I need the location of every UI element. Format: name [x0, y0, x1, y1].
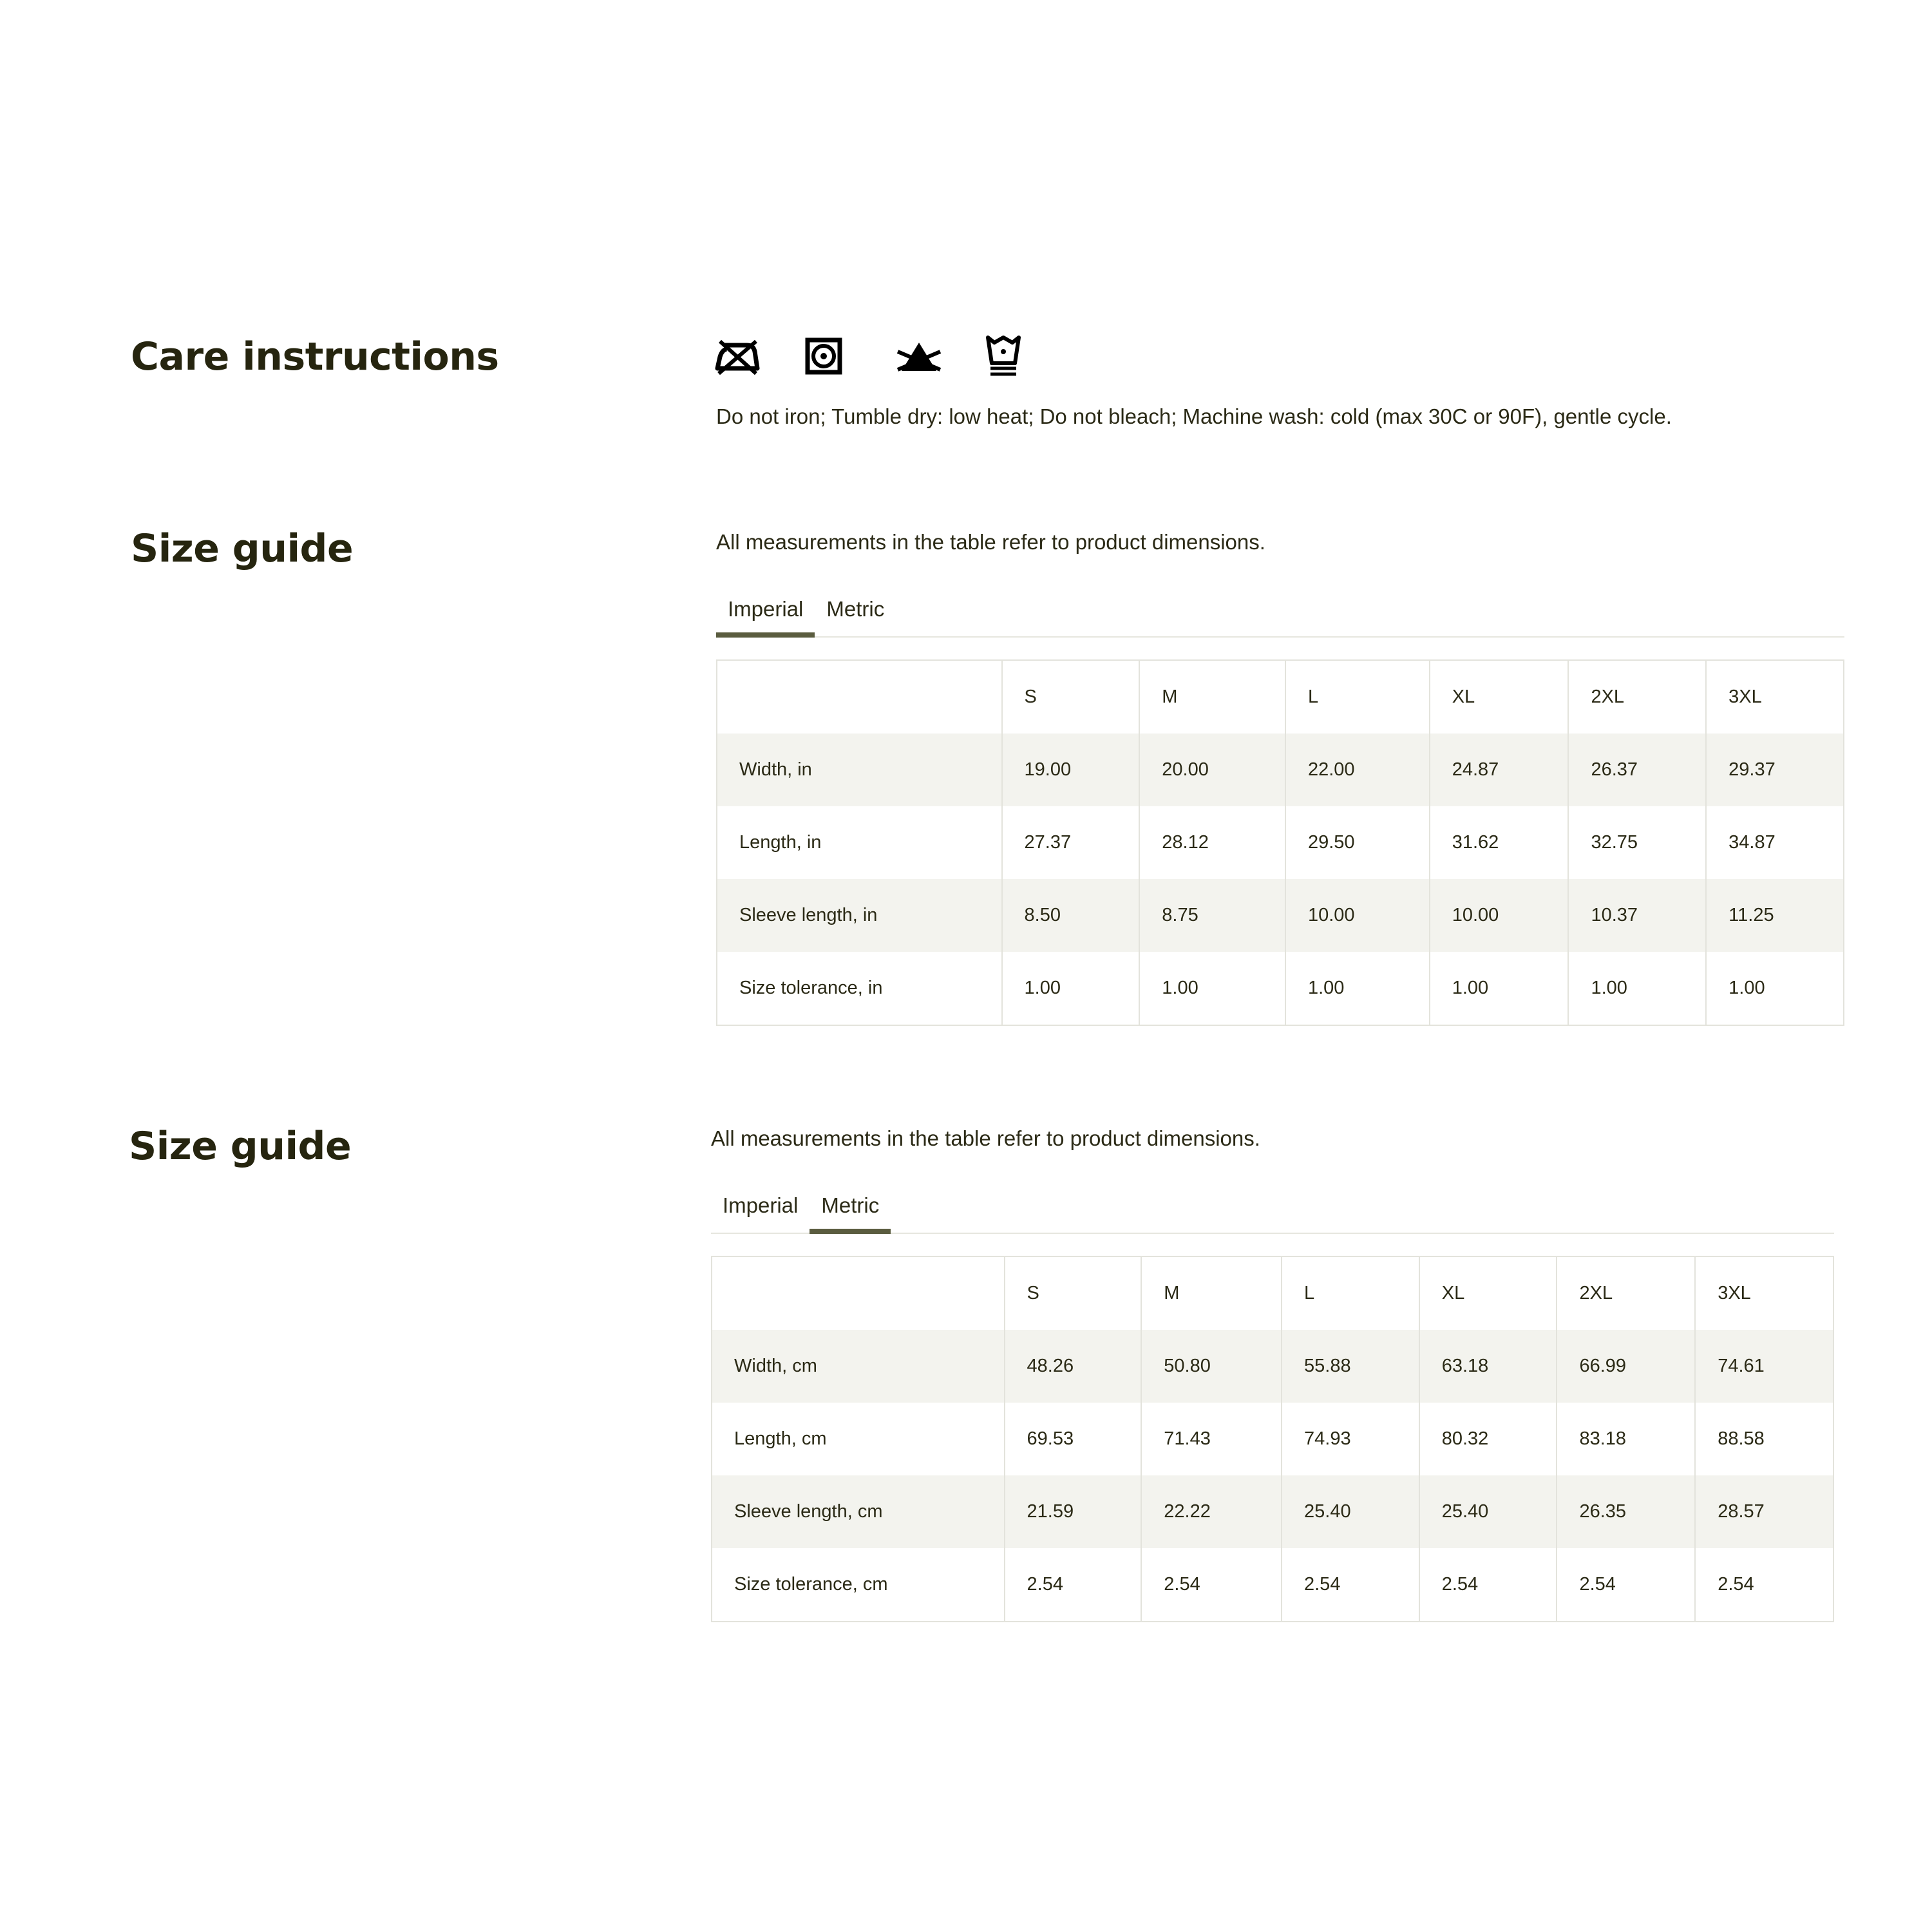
table-header-cell	[712, 1256, 1005, 1330]
tab-imperial[interactable]: Imperial	[723, 1193, 799, 1217]
row-label: Sleeve length, in	[739, 905, 878, 925]
table-cell: 29.37	[1706, 734, 1844, 806]
table-row	[717, 806, 1844, 879]
tab-imperial[interactable]: Imperial	[716, 592, 815, 636]
table-cell: 2.54	[1557, 1548, 1695, 1622]
table-row	[712, 1403, 1833, 1475]
size-table	[711, 1256, 1834, 1622]
table-header-cell: XL	[1419, 1256, 1557, 1330]
unit-tabs	[711, 1189, 1834, 1234]
tab-metric[interactable]: Metric	[810, 1189, 891, 1233]
table-cell: 31.62	[1430, 806, 1569, 879]
row-label: Size tolerance, cm	[734, 1574, 888, 1595]
size-guide-title: Size guide	[131, 526, 354, 571]
table-row	[717, 952, 1844, 1025]
table-cell: 1.00	[1002, 952, 1140, 1025]
table-cell: 48.26	[1005, 1330, 1142, 1403]
table-cell: 34.87	[1706, 806, 1844, 879]
machine-wash-cold-icon	[985, 334, 1075, 379]
table-cell: 29.50	[1285, 806, 1430, 879]
table-header-row	[712, 1256, 1833, 1330]
table-header-cell: L	[1285, 660, 1430, 734]
row-label: Length, cm	[734, 1428, 827, 1449]
table-cell: 1.00	[1568, 952, 1706, 1025]
table-cell: 2.54	[1695, 1548, 1833, 1622]
do-not-bleach-icon	[895, 334, 985, 379]
table-cell: 22.00	[1285, 734, 1430, 806]
table-cell: 88.58	[1695, 1403, 1833, 1475]
do-not-iron-icon	[715, 334, 805, 379]
table-cell: 8.50	[1002, 879, 1140, 952]
table-row	[712, 1330, 1833, 1403]
table-cell: 69.53	[1005, 1403, 1142, 1475]
row-label: Width, cm	[734, 1356, 817, 1376]
size-guide-metric	[711, 1124, 1834, 1622]
table-cell: 83.18	[1557, 1403, 1695, 1475]
table-cell: 71.43	[1141, 1403, 1282, 1475]
table-cell: 28.57	[1695, 1475, 1833, 1548]
care-instructions-title: Care instructions	[131, 334, 499, 379]
table-cell: 8.75	[1139, 879, 1285, 952]
table-cell: 22.22	[1141, 1475, 1282, 1548]
row-label: Sleeve length, cm	[734, 1501, 883, 1522]
table-header-cell: S	[1005, 1256, 1142, 1330]
table-cell: 26.37	[1568, 734, 1706, 806]
size-guide-imperial	[716, 528, 1844, 1026]
table-header-cell: XL	[1430, 660, 1569, 734]
table-cell: 63.18	[1419, 1330, 1557, 1403]
size-guide-intro: All measurements in the table refer to product dimensions.	[716, 530, 1265, 554]
table-cell: 26.35	[1557, 1475, 1695, 1548]
unit-tabs	[716, 592, 1844, 638]
table-header-cell: S	[1002, 660, 1140, 734]
tab-metric[interactable]: Metric	[826, 597, 885, 621]
table-header-cell: M	[1139, 660, 1285, 734]
table-cell: 74.61	[1695, 1330, 1833, 1403]
table-cell: 24.87	[1430, 734, 1569, 806]
table-header-cell: 2XL	[1568, 660, 1706, 734]
table-header-cell: 2XL	[1557, 1256, 1695, 1330]
size-table	[716, 659, 1844, 1026]
table-cell: 10.00	[1285, 879, 1430, 952]
table-row	[712, 1475, 1833, 1548]
table-cell: 10.00	[1430, 879, 1569, 952]
table-cell: 28.12	[1139, 806, 1285, 879]
table-header-row	[717, 660, 1844, 734]
table-cell: 32.75	[1568, 806, 1706, 879]
table-header-cell: 3XL	[1706, 660, 1844, 734]
table-cell: 25.40	[1419, 1475, 1557, 1548]
table-cell: 1.00	[1430, 952, 1569, 1025]
care-instructions-text: Do not iron; Tumble dry: low heat; Do not bleach; Machine wash: cold (max 30C or 90F), gentle cycle.	[716, 404, 1672, 428]
table-row	[717, 879, 1844, 952]
table-cell: 74.93	[1282, 1403, 1419, 1475]
table-cell: 19.00	[1002, 734, 1140, 806]
table-cell: 50.80	[1141, 1330, 1282, 1403]
table-header-cell: L	[1282, 1256, 1419, 1330]
table-cell: 1.00	[1285, 952, 1430, 1025]
table-header-cell: 3XL	[1695, 1256, 1833, 1330]
tumble-dry-low-icon	[805, 334, 895, 379]
table-cell: 1.00	[1139, 952, 1285, 1025]
table-cell: 1.00	[1706, 952, 1844, 1025]
table-cell: 11.25	[1706, 879, 1844, 952]
table-cell: 25.40	[1282, 1475, 1419, 1548]
table-cell: 2.54	[1141, 1548, 1282, 1622]
row-label: Length, in	[739, 832, 822, 853]
size-guide-intro: All measurements in the table refer to product dimensions.	[711, 1126, 1260, 1150]
table-row	[712, 1548, 1833, 1622]
table-header-cell: M	[1141, 1256, 1282, 1330]
table-cell: 2.54	[1005, 1548, 1142, 1622]
table-cell: 66.99	[1557, 1330, 1695, 1403]
row-label: Size tolerance, in	[739, 978, 883, 998]
table-row	[717, 734, 1844, 806]
table-header-cell	[717, 660, 1002, 734]
table-cell: 21.59	[1005, 1475, 1142, 1548]
table-cell: 2.54	[1282, 1548, 1419, 1622]
table-cell: 2.54	[1419, 1548, 1557, 1622]
table-cell: 27.37	[1002, 806, 1140, 879]
table-cell: 10.37	[1568, 879, 1706, 952]
table-cell: 80.32	[1419, 1403, 1557, 1475]
care-icons	[715, 334, 1075, 379]
table-cell: 20.00	[1139, 734, 1285, 806]
row-label: Width, in	[739, 759, 812, 780]
size-guide-title: Size guide	[129, 1124, 352, 1169]
table-cell: 55.88	[1282, 1330, 1419, 1403]
